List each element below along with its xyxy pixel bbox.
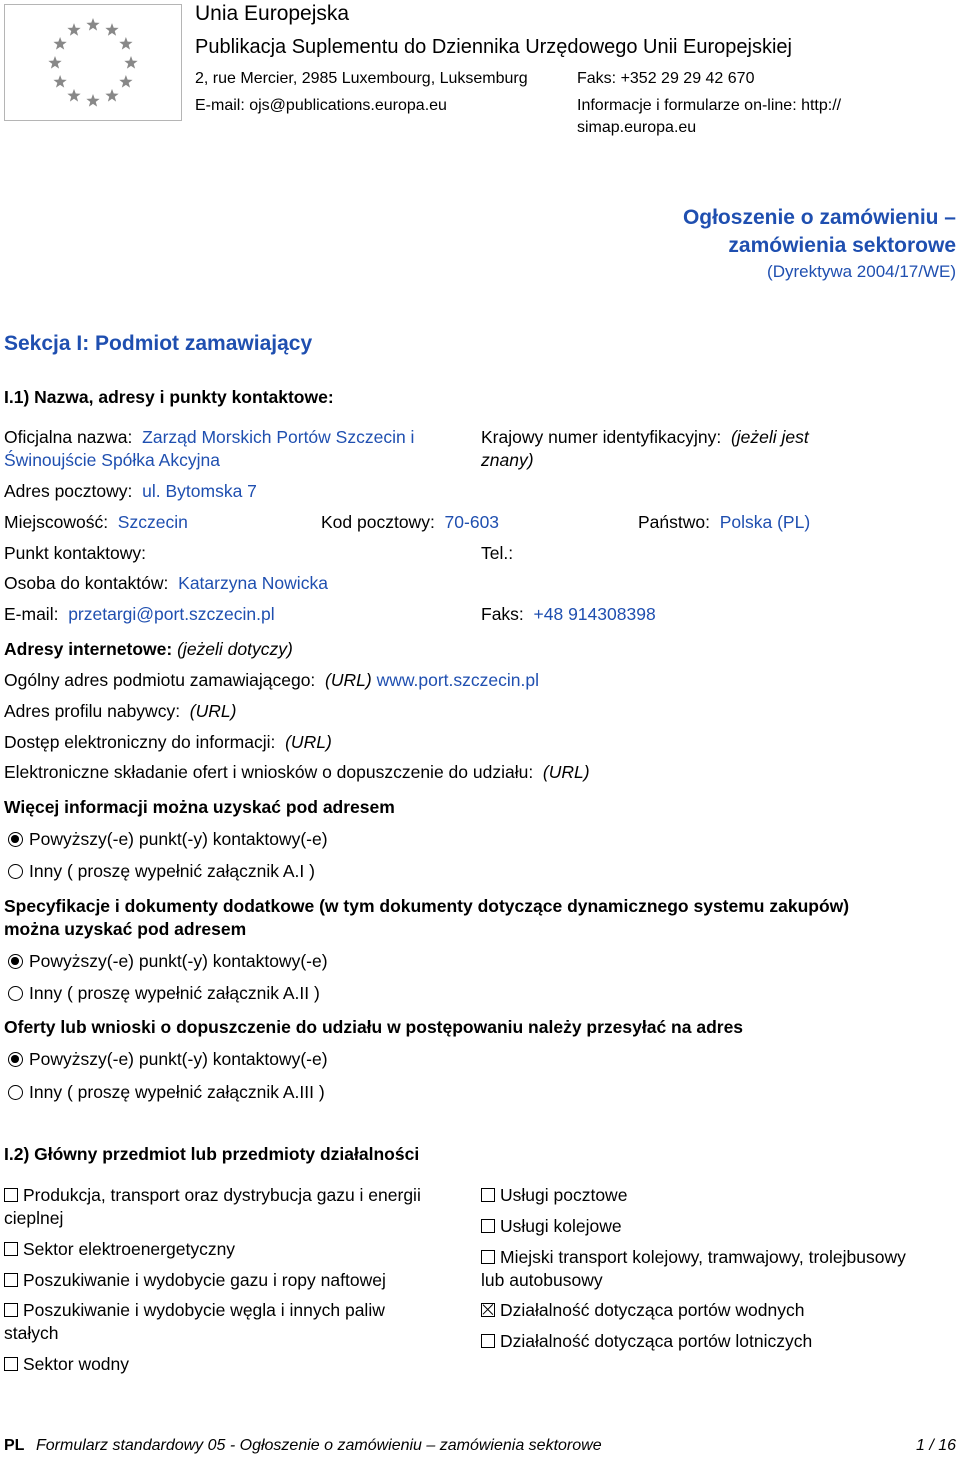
star-icon — [53, 37, 66, 50]
radio-empty-icon[interactable] — [8, 864, 23, 879]
checkbox-empty-icon[interactable] — [4, 1303, 18, 1317]
checkbox-empty-icon[interactable] — [4, 1242, 18, 1256]
footer-lang: PL — [4, 1437, 25, 1454]
footer-page: 1 / 16 — [915, 1437, 956, 1454]
eu-stars-icon — [48, 18, 137, 107]
tel-label: Tel.: — [481, 543, 514, 563]
star-icon — [53, 75, 66, 88]
publication-name: Publikacja Suplementu do Dziennika Urzędowego Unii Europejskiej — [195, 36, 792, 58]
notice-title-line2: zamówienia sektorowe — [728, 234, 956, 257]
radio-empty-icon[interactable] — [8, 986, 23, 1001]
country: Państwo: Polska (PL) — [638, 512, 811, 532]
general-address-link[interactable]: www.port.szczecin.pl — [376, 670, 539, 690]
email-link[interactable]: przetargi@port.szczecin.pl — [68, 604, 275, 624]
star-icon — [86, 94, 99, 107]
star-icon — [105, 23, 118, 36]
activity-left-4[interactable]: Sektor wodny — [4, 1353, 474, 1376]
general-address: Ogólny adres podmiotu zamawiającego: (URL) www.port.szczecin.pl — [4, 670, 539, 690]
star-icon — [48, 56, 61, 69]
fax: Faks: +48 914308398 — [481, 604, 656, 624]
offers-option-other[interactable]: Inny ( proszę wypełnić załącznik A.III ) — [8, 1081, 325, 1104]
org-name: Unia Europejska — [195, 2, 350, 25]
publisher-info-line2[interactable]: simap.europa.eu — [577, 119, 697, 136]
activity-left-3[interactable]: Poszukiwanie i wydobycie węgla i innych paliw stałych — [4, 1300, 385, 1343]
checkbox-empty-icon[interactable] — [4, 1357, 18, 1371]
buyer-profile: Adres profilu nabywcy: (URL) — [4, 701, 237, 721]
star-icon — [105, 89, 118, 102]
checkbox-empty-icon[interactable] — [481, 1250, 495, 1264]
checkbox-empty-icon[interactable] — [481, 1188, 495, 1202]
checkbox-empty-icon[interactable] — [481, 1219, 495, 1233]
publisher-fax: Faks: +352 29 29 42 670 — [577, 70, 755, 87]
activity-right-2[interactable]: Miejski transport kolejowy, tramwajowy, trolejbusowy lub autobusowy — [481, 1247, 906, 1290]
offers-option-contact[interactable]: Powyższy(-e) punkt(-y) kontaktowy(-e) — [8, 1048, 328, 1071]
spec-option-other[interactable]: Inny ( proszę wypełnić załącznik A.II ) — [8, 982, 320, 1005]
spec-title: Specyfikacje i dokumenty dodatkowe (w tym dokumenty dotyczące dynamicznego systemu zakupów) można uzyskać pod adresem — [4, 896, 850, 939]
more-info-option-contact[interactable]: Powyższy(-e) punkt(-y) kontaktowy(-e) — [8, 828, 328, 851]
more-info-title: Więcej informacji można uzyskać pod adresem — [4, 797, 395, 817]
postal-address: Adres pocztowy: ul. Bytomska 7 — [4, 481, 257, 501]
more-info-option-other[interactable]: Inny ( proszę wypełnić załącznik A.I ) — [8, 860, 315, 883]
checkbox-empty-icon[interactable] — [4, 1188, 18, 1202]
offers-title: Oferty lub wnioski o dopuszczenie do udziału w postępowaniu należy przesyłać na adres — [4, 1017, 744, 1037]
publisher-info-line1: Informacje i formularze on-line: http:// — [577, 97, 842, 114]
i1-title: I.1) Nazwa, adresy i punkty kontaktowe: — [4, 387, 334, 407]
radio-selected-icon[interactable] — [8, 832, 23, 847]
activity-right-1[interactable]: Usługi kolejowe — [481, 1215, 956, 1238]
checkbox-checked-icon[interactable] — [481, 1303, 495, 1317]
national-id: Krajowy numer identyfikacyjny: (jeżeli jest znany) — [481, 427, 809, 470]
official-name: Oficjalna nazwa: Zarząd Morskich Portów Szczecin i Świnoujście Spółka Akcyjna — [4, 427, 415, 470]
electronic-access: Dostęp elektroniczny do informacji: (URL) — [4, 732, 332, 752]
activity-left-1[interactable]: Sektor elektroenergetyczny — [4, 1238, 474, 1261]
electronic-submission: Elektroniczne składanie ofert i wniosków o dopuszczenie do udziału: (URL) — [4, 762, 590, 782]
contact-person: Osoba do kontaktów: Katarzyna Nowicka — [4, 573, 328, 593]
radio-selected-icon[interactable] — [8, 1052, 23, 1067]
publisher-address: 2, rue Mercier, 2985 Luxembourg, Luksemburg — [195, 70, 528, 87]
radio-selected-icon[interactable] — [8, 954, 23, 969]
star-icon — [124, 56, 137, 69]
internet-addresses: Adresy internetowe: (jeżeli dotyczy) — [4, 639, 293, 659]
star-icon — [119, 75, 132, 88]
publisher-email: E-mail: ojs@publications.europa.eu — [195, 97, 447, 114]
star-icon — [67, 23, 80, 36]
official-name-value: Zarząd Morskich Portów Szczecin i — [142, 427, 415, 447]
star-icon — [119, 37, 132, 50]
radio-empty-icon[interactable] — [8, 1085, 23, 1100]
contact-point-label: Punkt kontaktowy: — [4, 543, 147, 563]
footer-form-name: Formularz standardowy 05 - Ogłoszenie o zamówieniu – zamówienia sektorowe — [36, 1437, 602, 1454]
notice-title-line1: Ogłoszenie o zamówieniu – — [682, 206, 956, 229]
checkbox-empty-icon[interactable] — [4, 1273, 18, 1287]
activity-right-4[interactable]: Działalność dotycząca portów lotniczych — [481, 1330, 956, 1353]
postcode: Kod pocztowy: 70-603 — [321, 512, 500, 532]
star-icon — [67, 89, 80, 102]
activity-left-0[interactable]: Produkcja, transport oraz dystrybucja gazu i energii cieplnej — [4, 1185, 421, 1228]
star-icon — [86, 18, 99, 31]
activity-right-3[interactable]: Działalność dotycząca portów wodnych — [481, 1299, 956, 1322]
activity-right-0[interactable]: Usługi pocztowe — [481, 1184, 956, 1207]
spec-option-contact[interactable]: Powyższy(-e) punkt(-y) kontaktowy(-e) — [8, 950, 328, 973]
eu-flag-logo — [4, 4, 182, 121]
official-name-value-cont: Świnoujście Spółka Akcyjna — [4, 450, 220, 470]
checkbox-empty-icon[interactable] — [481, 1334, 495, 1348]
email: E-mail: przetargi@port.szczecin.pl — [4, 604, 275, 624]
notice-directive: (Dyrektywa 2004/17/WE) — [767, 262, 956, 281]
i2-title: I.2) Główny przedmiot lub przedmioty działalności — [4, 1144, 420, 1164]
city: Miejscowość: Szczecin — [4, 512, 188, 532]
activity-left-2[interactable]: Poszukiwanie i wydobycie gazu i ropy naftowej — [4, 1269, 474, 1292]
section-title: Sekcja I: Podmiot zamawiający — [4, 332, 313, 355]
